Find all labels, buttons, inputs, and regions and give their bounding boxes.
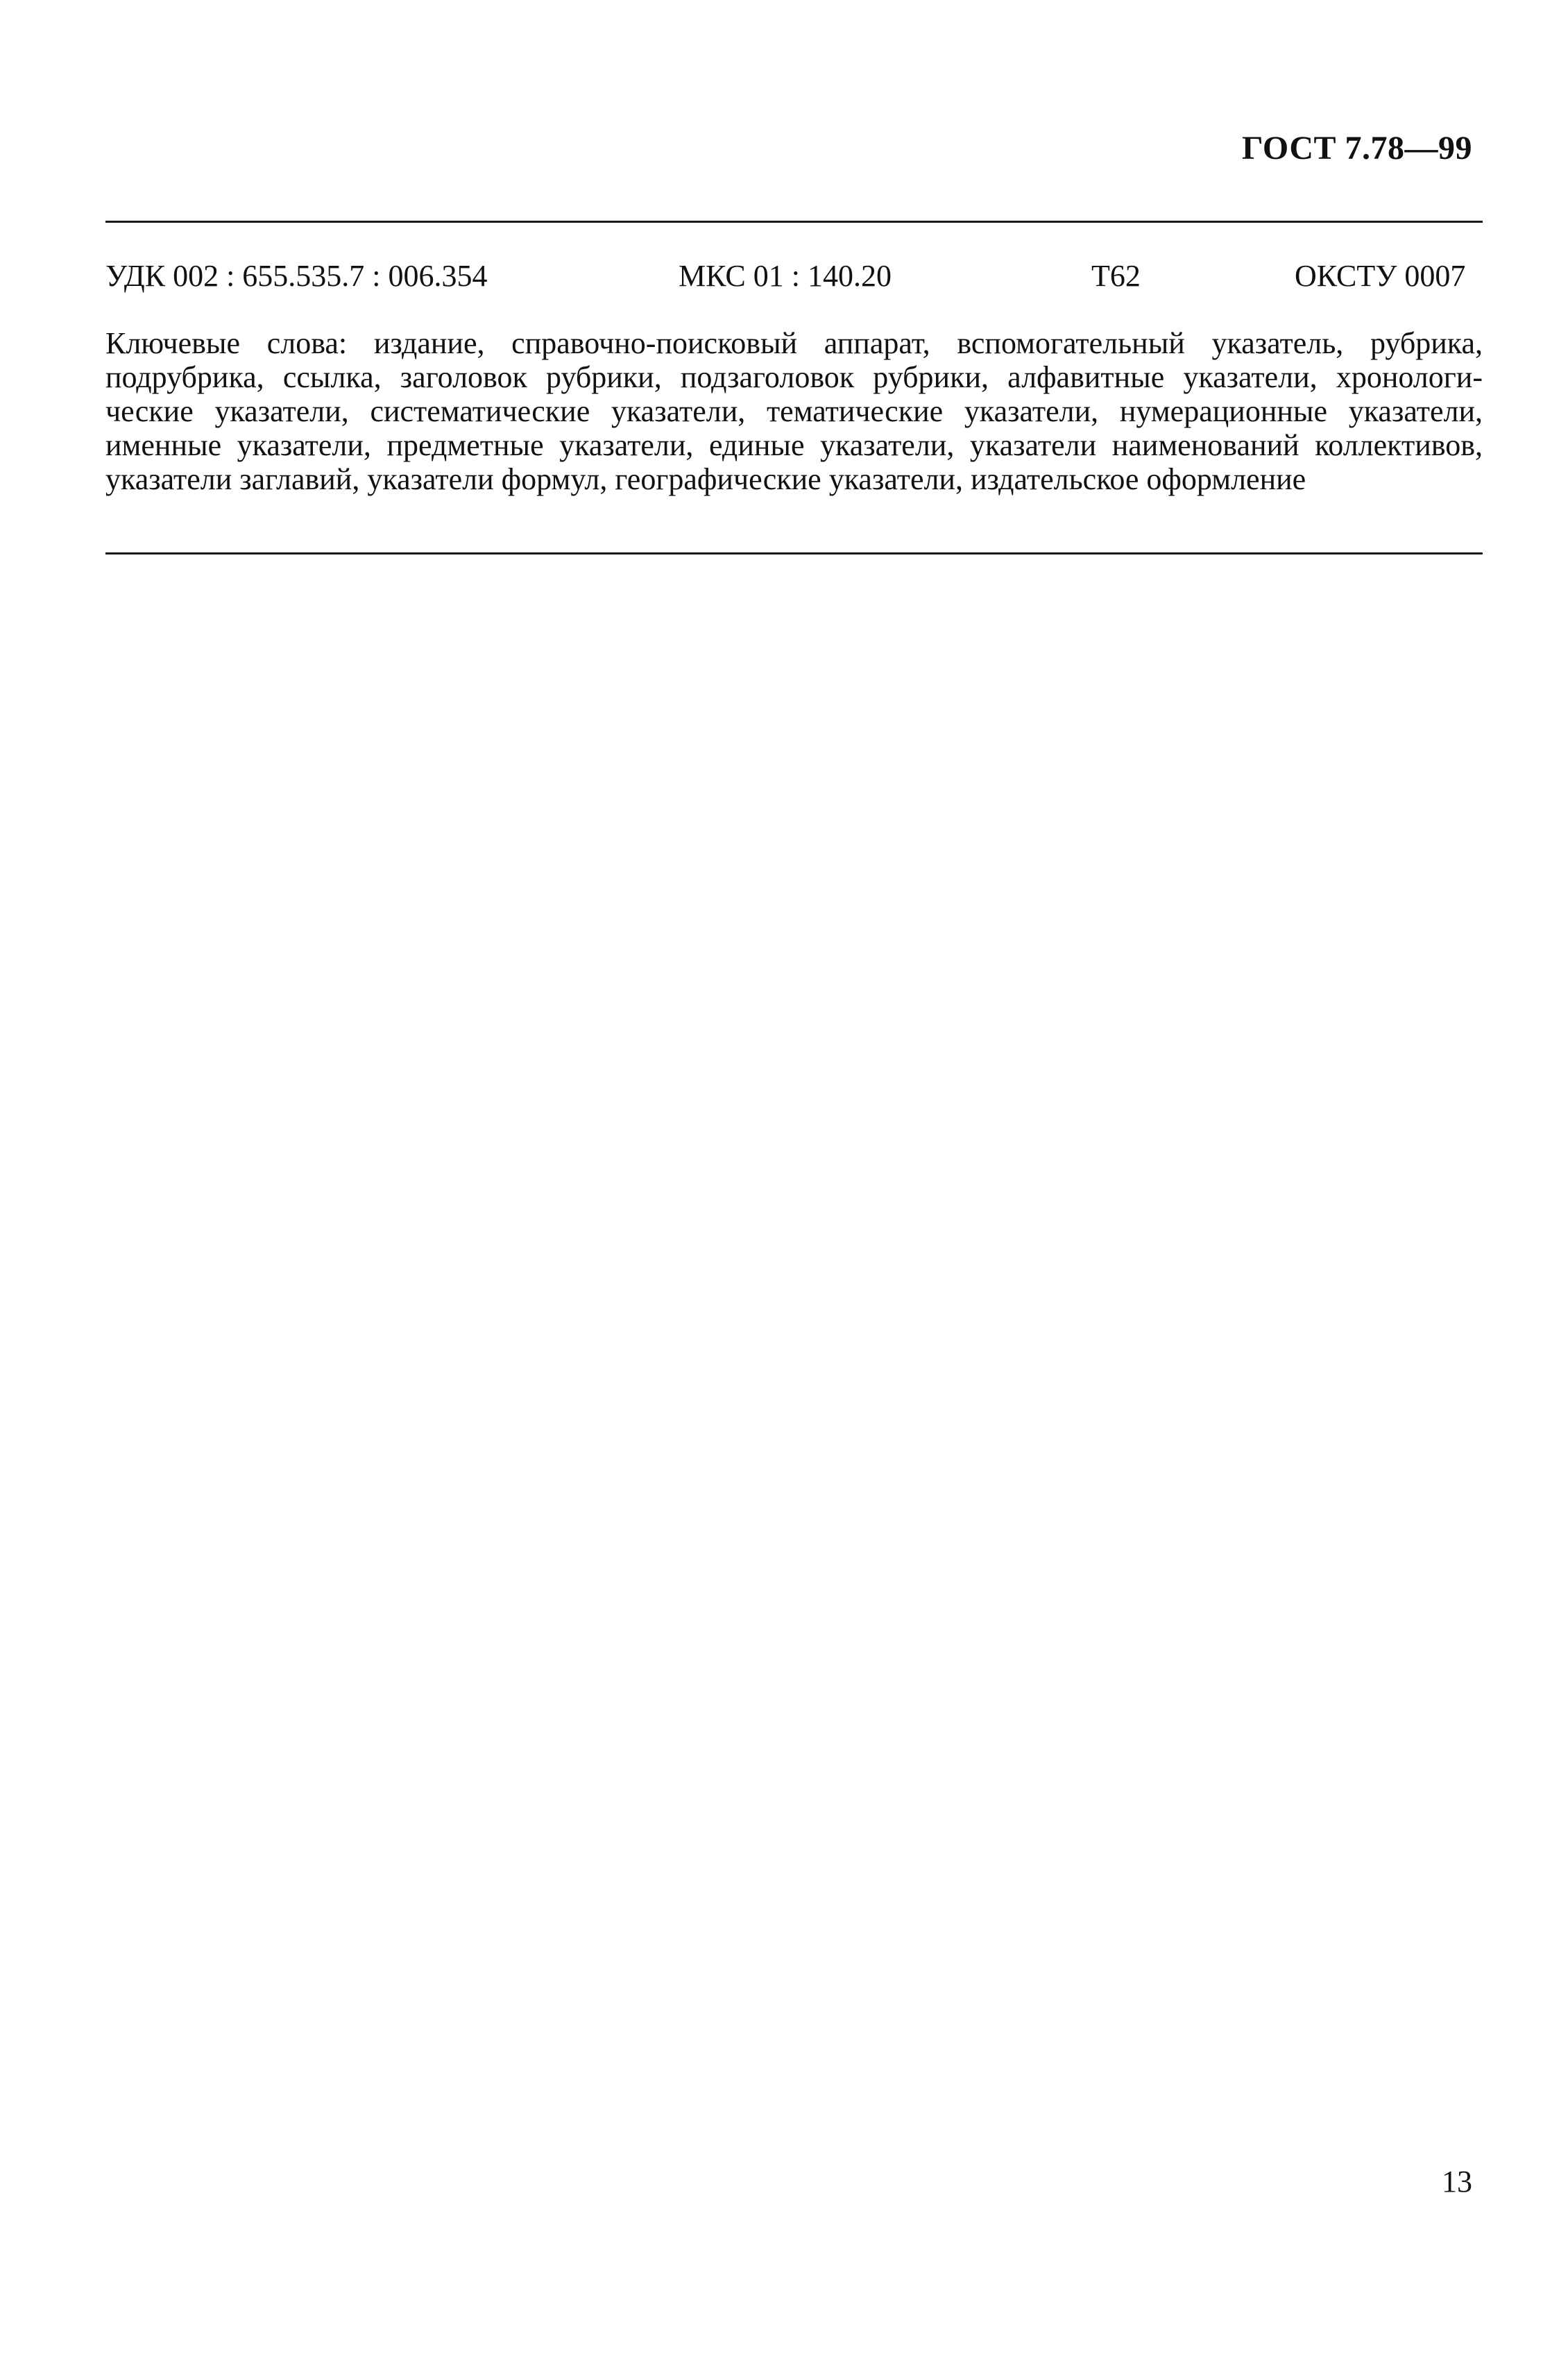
mks-code: МКС 01 : 140.20 <box>679 259 892 293</box>
bottom-divider <box>105 552 1483 554</box>
udk-code: УДК 002 : 655.535.7 : 006.354 <box>105 259 488 293</box>
keywords-line: подрубрика, ссылка, заголовок рубрики, подзаголовок рубрики, алфавитные указатели, хронологи- <box>105 360 1483 394</box>
t-code: Т62 <box>1091 259 1141 293</box>
top-divider <box>105 221 1483 223</box>
keywords-line: указатели заглавий, указатели формул, географические указатели, издательское оформление <box>105 462 1306 496</box>
standard-id-header: ГОСТ 7.78—99 <box>1242 130 1472 167</box>
okstu-code: ОКСТУ 0007 <box>1295 259 1466 293</box>
keywords-line: ческие указатели, систематические указатели, тематические указатели, нумерационные указатели, <box>105 394 1483 428</box>
keywords-line: Ключевые слова: издание, справочно-поисковый аппарат, вспомогательный указатель, рубрика, <box>105 326 1483 360</box>
keywords-paragraph <box>105 326 1483 496</box>
keywords-line: именные указатели, предметные указатели, единые указатели, указатели наименований коллективов, <box>105 428 1483 462</box>
page-number: 13 <box>1442 2165 1472 2199</box>
